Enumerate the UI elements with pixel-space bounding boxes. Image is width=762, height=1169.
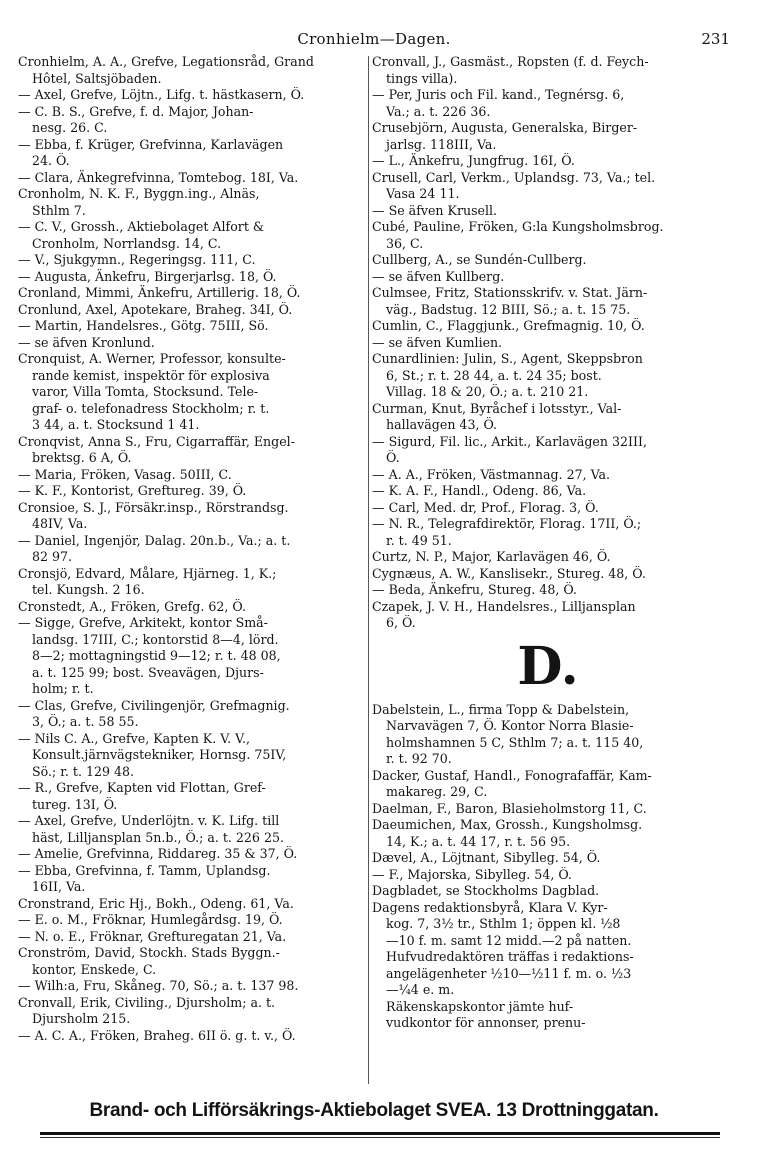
- directory-entry-line: — Clara, Änkegrefvinna, Tomtebog. 18I, Va.: [18, 169, 299, 185]
- directory-entry-line: — Augusta, Änkefru, Birgerjarlsg. 18, Ö.: [18, 268, 277, 284]
- entry-continuation-line: 8—2; mottagningstid 9—12; r. t. 48 08,: [32, 648, 281, 663]
- directory-entry-line: Dagbladet, se Stockholms Dagblad.: [372, 883, 600, 898]
- entry-continuation-line: a. t. 125 99; bost. Sveavägen, Djurs-: [32, 664, 264, 680]
- entry-continuation-line: 14, K.; a. t. 44 17, r. t. 56 95.: [386, 833, 571, 849]
- directory-entry-line: Dagens redaktionsbyrå, Klara V. Kyr-: [372, 899, 608, 915]
- entry-continuation-line: 36, C.: [386, 235, 424, 251]
- entry-continuation-line: vudkontor för annonser, prenu-: [386, 1015, 586, 1030]
- entry-continuation-line: Cronholm, Norrlandsg. 14, C.: [32, 235, 222, 251]
- directory-entry-line: Cronström, David, Stockh. Stads Byggn.-: [18, 945, 280, 960]
- directory-entry-line: — Se äfven Krusell.: [372, 202, 498, 218]
- directory-entry-line: — Martin, Handelsres., Götg. 75III, Sö.: [18, 318, 269, 333]
- entry-continuation-line: tureg. 13I, Ö.: [32, 796, 118, 812]
- left-column: [18, 54, 370, 1044]
- directory-entry-line: — C. V., Grossh., Aktiebolaget Alfort &: [18, 219, 265, 234]
- entry-continuation-line: 24. Ö.: [32, 153, 70, 168]
- entry-continuation-line: makareg. 29, C.: [386, 784, 488, 799]
- directory-entry-line: — R., Grefve, Kapten vid Flottan, Gref-: [18, 780, 266, 795]
- directory-entry-line: Cronland, Mimmi, Änkefru, Artillerig. 18, Ö.: [18, 285, 301, 300]
- footer-rule-thin: [40, 1137, 720, 1138]
- entry-continuation-line: varor, Villa Tomta, Stocksund. Tele-: [32, 384, 259, 399]
- section-letter-heading: D.: [517, 635, 579, 697]
- entry-continuation-line: Sthlm 7.: [32, 202, 86, 218]
- directory-entry-line: — Sigurd, Fil. lic., Arkit., Karlavägen 32III,: [372, 433, 647, 449]
- entry-continuation-line: Djursholm 215.: [32, 1011, 131, 1026]
- directory-entry-line: Czapek, J. V. H., Handelsres., Lilljansplan: [372, 598, 636, 614]
- directory-columns: [18, 54, 730, 1094]
- entry-continuation-line: 6, Ö.: [386, 615, 416, 630]
- directory-entry-line: — A. C. A., Fröken, Braheg. 6II ö. g. t. v., Ö.: [18, 1027, 296, 1043]
- directory-entry-line: — Daniel, Ingenjör, Dalag. 20n.b., Va.; a. t.: [18, 532, 291, 548]
- entry-continuation-line: 82 97.: [32, 549, 73, 564]
- directory-entry-line: — F., Majorska, Sibylleg. 54, Ö.: [372, 866, 572, 882]
- entry-continuation-line: Räkenskapskontor jämte huf-: [386, 998, 574, 1014]
- footer-rule-thick: [40, 1132, 720, 1135]
- directory-entry-line: — Clas, Grefve, Civilingenjör, Grefmagnig.: [18, 697, 290, 713]
- directory-entry-line: — se äfven Kronlund.: [18, 334, 155, 350]
- directory-entry-line: Cullberg, A., se Sundén-Cullberg.: [372, 252, 587, 267]
- directory-entry-line: Culmsee, Fritz, Stationsskrifv. v. Stat. Järn-: [372, 285, 648, 300]
- entry-continuation-line: —10 f. m. samt 12 midd.—2 på natten.: [386, 932, 632, 948]
- directory-entry-line: — Axel, Grefve, Löjtn., Lifg. t. hästkasern, Ö.: [18, 87, 305, 102]
- directory-entry-line: Dacker, Gustaf, Handl., Fonografaffär, Kam-: [372, 767, 652, 783]
- directory-entry-line: — C. B. S., Grefve, f. d. Major, Johan-: [18, 103, 254, 119]
- running-head: Cronhielm—Dagen.: [297, 30, 451, 48]
- directory-entry-line: — Wilh:a, Fru, Skåneg. 70, Sö.; a. t. 137 98.: [18, 978, 299, 993]
- entry-continuation-line: landsg. 17III, C.; kontorstid 8—4, lörd.: [32, 631, 279, 647]
- directory-entry-line: — se äfven Kumlien.: [372, 334, 503, 350]
- entry-continuation-line: r. t. 49 51.: [386, 532, 452, 548]
- directory-entry-line: — N. o. E., Fröknar, Grefturegatan 21, Va.: [18, 928, 287, 944]
- directory-entry-line: Cronstedt, A., Fröken, Grefg. 62, Ö.: [18, 598, 246, 614]
- entry-continuation-line: väg., Badstug. 12 BIII, Sö.; a. t. 15 75.: [386, 301, 631, 317]
- entry-continuation-line: Ö.: [386, 450, 400, 465]
- entry-continuation-line: r. t. 92 70.: [386, 751, 452, 766]
- entry-continuation-line: Villag. 18 & 20, Ö.; a. t. 210 21.: [386, 384, 589, 399]
- directory-entry-line: Cronlund, Axel, Apotekare, Braheg. 34I, Ö.: [18, 301, 293, 317]
- footer-advertisement: Brand- och Lifförsäkrings-Aktiebolaget SVEA. 13 Drottninggatan.: [89, 1100, 659, 1121]
- entry-continuation-line: hallavägen 43, Ö.: [386, 417, 498, 432]
- directory-entry-line: — Carl, Med. dr, Prof., Florag. 3, Ö.: [372, 499, 599, 515]
- right-column-d-entries: [372, 702, 724, 1032]
- directory-entry-line: Cronsioe, S. J., Försäkr.insp., Rörstrandsg.: [18, 499, 289, 515]
- directory-entry-line: — Beda, Änkefru, Stureg. 48, Ö.: [372, 582, 577, 597]
- directory-entry-line: — V., Sjukgymn., Regeringsg. 111, C.: [18, 252, 256, 267]
- directory-entry-line: — Sigge, Grefve, Arkitekt, kontor Små-: [18, 615, 268, 630]
- directory-entry-line: Daeumichen, Max, Grossh., Kungsholmsg.: [372, 817, 643, 832]
- directory-entry-line: Cronsjö, Edvard, Målare, Hjärneg. 1, K.;: [18, 565, 277, 581]
- entry-continuation-line: holm; r. t.: [32, 681, 94, 696]
- entry-continuation-line: Hufvudredaktören träffas i redaktions-: [386, 949, 634, 964]
- directory-entry-line: Cronholm, N. K. F., Byggn.ing., Alnäs,: [18, 186, 260, 201]
- directory-entry-line: — Ebba, f. Krüger, Grefvinna, Karlavägen: [18, 136, 284, 152]
- directory-entry-line: Cronhielm, A. A., Grefve, Legationsråd, Grand: [18, 54, 314, 69]
- directory-entry-line: Cunardlinien: Julin, S., Agent, Skeppsbron: [372, 351, 643, 366]
- entry-continuation-line: 6, St.; r. t. 28 44, a. t. 24 35; bost.: [386, 367, 602, 383]
- directory-entry-line: Crusebjörn, Augusta, Generalska, Birger-: [372, 120, 638, 135]
- directory-entry-line: Dabelstein, L., firma Topp & Dabelstein,: [372, 701, 630, 717]
- directory-entry-line: Cronquist, A. Werner, Professor, konsulte-: [18, 351, 286, 366]
- directory-entry-line: Daelman, F., Baron, Blasieholmstorg 11, C.: [372, 800, 647, 816]
- entry-continuation-line: Hôtel, Saltsjöbaden.: [32, 70, 162, 86]
- entry-continuation-line: 16II, Va.: [32, 879, 86, 894]
- entry-continuation-line: 3, Ö.; a. t. 58 55.: [32, 714, 139, 729]
- entry-continuation-line: tel. Kungsh. 2 16.: [32, 582, 145, 597]
- directory-entry-line: Cronqvist, Anna S., Fru, Cigarraffär, Engel-: [18, 433, 295, 449]
- directory-entry-line: — Per, Juris och Fil. kand., Tegnérsg. 6,: [372, 87, 625, 102]
- directory-entry-line: — Maria, Fröken, Vasag. 50III, C.: [18, 466, 232, 482]
- entry-continuation-line: kog. 7, 3½ tr., Sthlm 1; öppen kl. ½8: [386, 916, 621, 931]
- entry-continuation-line: brektsg. 6 A, Ö.: [32, 450, 132, 465]
- entry-continuation-line: tings villa).: [386, 70, 458, 86]
- right-column-c-entries: [372, 54, 724, 632]
- directory-entry-line: — Amelie, Grefvinna, Riddareg. 35 & 37, Ö.: [18, 846, 298, 861]
- directory-entry-line: Crusell, Carl, Verkm., Uplandsg. 73, Va.; tel.: [372, 169, 656, 185]
- directory-entry-line: — K. F., Kontorist, Greftureg. 39, Ö.: [18, 483, 247, 498]
- directory-entry-line: Cumlin, C., Flaggjunk., Grefmagnig. 10, Ö.: [372, 318, 645, 333]
- entry-continuation-line: —¼4 e. m.: [386, 982, 455, 997]
- entry-continuation-line: rande kemist, inspektör för explosiva: [32, 367, 270, 383]
- entry-continuation-line: Narvavägen 7, Ö. Kontor Norra Blasie-: [386, 718, 634, 733]
- entry-continuation-line: kontor, Enskede, C.: [32, 961, 157, 977]
- directory-entry-line: Cronvall, J., Gasmäst., Ropsten (f. d. Feych-: [372, 54, 649, 69]
- directory-entry-line: Curman, Knut, Byråchef i lotsstyr., Val-: [372, 400, 622, 416]
- entry-continuation-line: 3 44, a. t. Stocksund 1 41.: [32, 417, 200, 432]
- entry-continuation-line: nesg. 26. C.: [32, 120, 108, 135]
- directory-entry-line: Cygnæus, A. W., Kanslisekr., Stureg. 48, Ö.: [372, 565, 646, 581]
- right-column: [372, 54, 724, 1032]
- directory-entry-line: Cronstrand, Eric Hj., Bokh., Odeng. 61, Va.: [18, 895, 294, 911]
- directory-entry-line: — N. R., Telegrafdirektör, Florag. 17II, Ö.;: [372, 516, 642, 531]
- directory-entry-line: — E. o. M., Fröknar, Humlegårdsg. 19, Ö.: [18, 912, 283, 927]
- entry-continuation-line: Vasa 24 11.: [386, 186, 460, 201]
- entry-continuation-line: Konsult.järnvägstekniker, Hornsg. 75IV,: [32, 747, 287, 762]
- directory-entry-line: — K. A. F., Handl., Odeng. 86, Va.: [372, 483, 587, 498]
- directory-entry-line: — se äfven Kullberg.: [372, 268, 505, 284]
- directory-entry-line: Dævel, A., Löjtnant, Sibylleg. 54, Ö.: [372, 850, 601, 865]
- entry-continuation-line: angelägenheter ½10—½11 f. m. o. ½3: [386, 965, 632, 981]
- directory-entry-line: — Ebba, Grefvinna, f. Tamm, Uplandsg.: [18, 862, 271, 878]
- entry-continuation-line: jarlsg. 118III, Va.: [386, 136, 497, 152]
- entry-continuation-line: Sö.; r. t. 129 48.: [32, 763, 135, 779]
- directory-entry-line: Cronvall, Erik, Civiling., Djursholm; a. t.: [18, 994, 276, 1010]
- directory-entry-line: Curtz, N. P., Major, Karlavägen 46, Ö.: [372, 549, 611, 564]
- page-header: [18, 30, 730, 54]
- directory-entry-line: — L., Änkefru, Jungfrug. 16I, Ö.: [372, 153, 575, 168]
- directory-entry-line: — Nils C. A., Grefve, Kapten K. V. V.,: [18, 730, 251, 746]
- entry-continuation-line: holmshamnen 5 C, Sthlm 7; a. t. 115 40,: [386, 734, 644, 750]
- directory-entry-line: — A. A., Fröken, Västmannag. 27, Va.: [372, 466, 611, 482]
- entry-continuation-line: Va.; a. t. 226 36.: [386, 103, 491, 119]
- page-number: 231: [701, 30, 730, 48]
- entry-continuation-line: 48IV, Va.: [32, 516, 88, 531]
- directory-entry-line: — Axel, Grefve, Underlöjtn. v. K. Lifg. till: [18, 813, 280, 828]
- entry-continuation-line: häst, Lilljansplan 5n.b., Ö.; a. t. 226 25.: [32, 829, 284, 845]
- column-divider: [368, 56, 369, 1084]
- directory-entry-line: Cubé, Pauline, Fröken, G:la Kungsholmsbrog.: [372, 219, 664, 234]
- entry-continuation-line: graf- o. telefonadress Stockholm; r. t.: [32, 400, 270, 416]
